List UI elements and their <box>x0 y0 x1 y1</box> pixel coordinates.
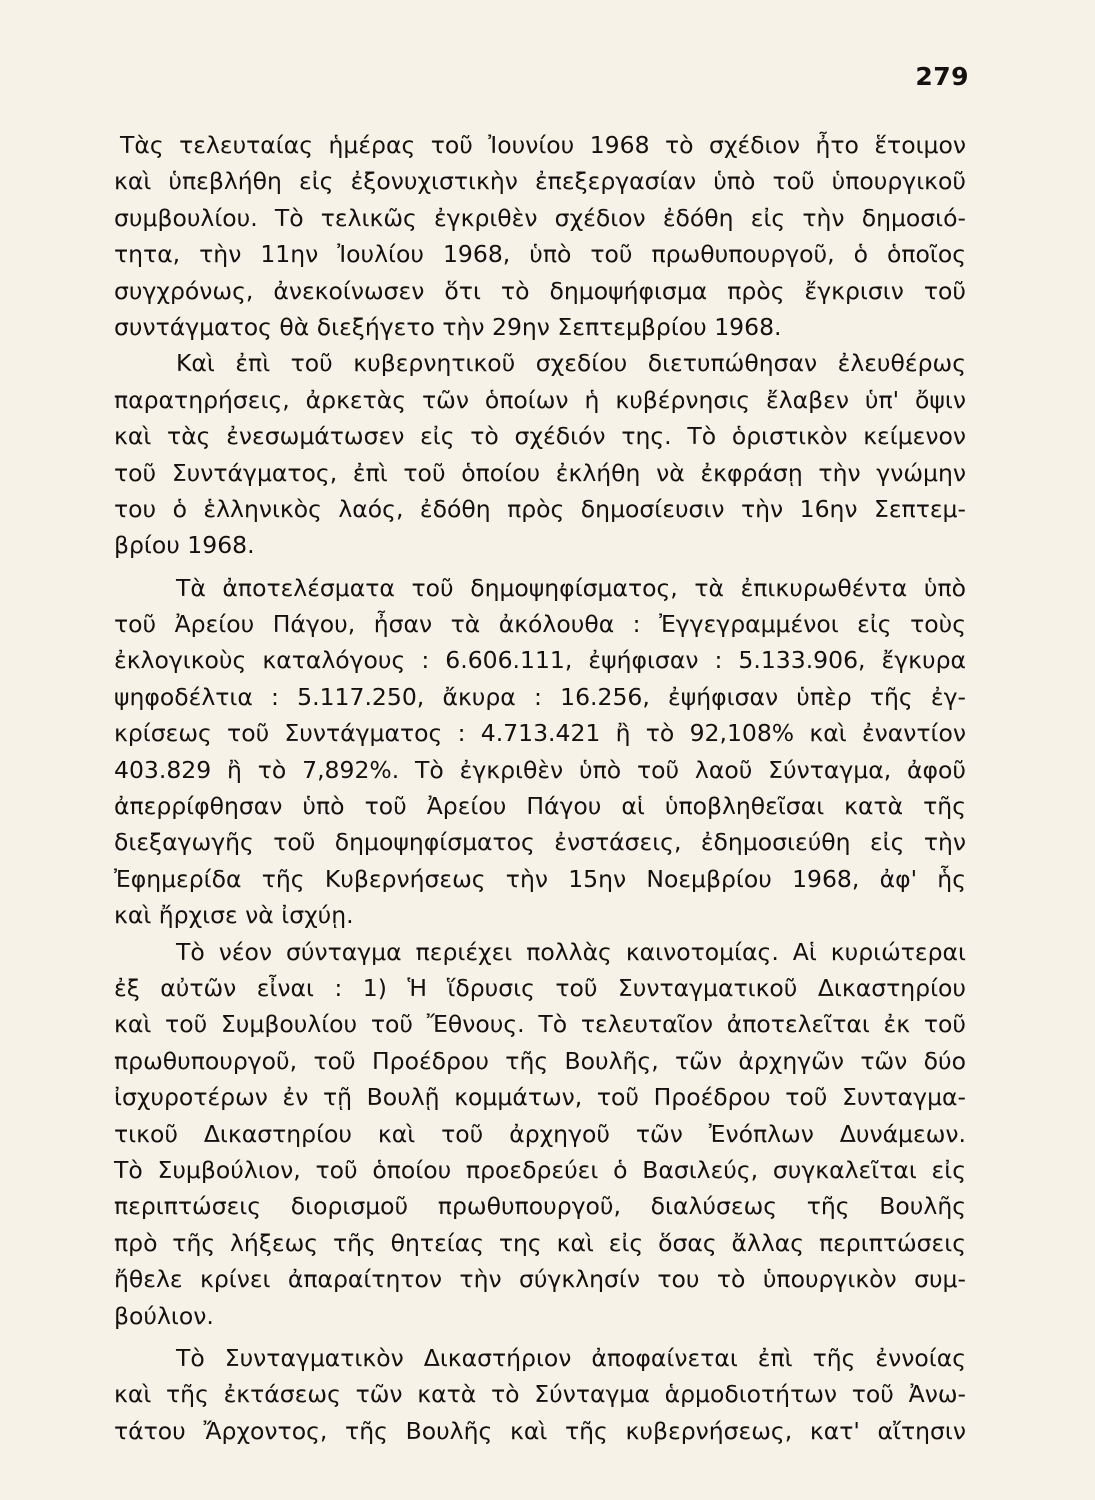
text-line: Τὸ νέον σύνταγμα περιέχει πολλὰς καινοτομίας. Αἱ κυριώτεραι <box>176 937 966 966</box>
text-line: ἤθελε κρίνει ἀπαραίτητον τὴν σύγκλησίν του τὸ ὑπουργικὸν συμ- <box>114 1265 966 1294</box>
text-line: Τὸ Συμβούλιον, τοῦ ὁποίου προεδρεύει ὁ Βασιλεύς, συγκαλεῖται εἰς <box>114 1155 966 1184</box>
text-line: πρωθυπουργοῦ, τοῦ Προέδρου τῆς Βουλῆς, τῶν ἀρχηγῶν τῶν δύο <box>114 1046 966 1075</box>
text-line: τοῦ Ἀρείου Πάγου, ἦσαν τὰ ἀκόλουθα : Ἐγγεγραμμένοι εἰς τοὺς <box>114 610 966 639</box>
text-line: συντάγματος θὰ διεξήγετο τὴν 29ην Σεπτεμβρίου 1968. <box>114 312 782 341</box>
text-line: διεξαγωγῆς τοῦ δημοψηφίσματος ἐνστάσεις, ἐδημοσιεύθη εἰς τὴν <box>114 828 966 857</box>
paragraph <box>114 127 966 345</box>
text-line: Τὸ Συνταγματικὸν Δικαστήριον ἀποφαίνεται ἐπὶ τῆς ἐννοίας <box>176 1343 966 1372</box>
text-line: ἰσχυροτέρων ἐν τῇ Βουλῇ κομμάτων, τοῦ Προέδρου τοῦ Συνταγμα- <box>114 1083 966 1112</box>
paragraph <box>114 934 966 1334</box>
text-line: Τὰ ἀποτελέσματα τοῦ δημοψηφίσματος, τὰ ἐπικυρωθέντα ὑπὸ <box>176 573 966 602</box>
text-line: καὶ ὑπεβλήθη εἰς ἐξονυχιστικὴν ἐπεξεργασίαν ὑπὸ τοῦ ὑπουργικοῦ <box>114 167 966 196</box>
text-line: πρὸ τῆς λήξεως τῆς θητείας της καὶ εἰς ὅσας ἄλλας περιπτώσεις <box>114 1228 966 1257</box>
text-line: τητα, τὴν 11ην Ἰουλίου 1968, ὑπὸ τοῦ πρωθυπουργοῦ, ὁ ὁποῖος <box>114 240 966 269</box>
text-line: ἐξ αὐτῶν εἶναι : 1) Ἡ ἵδρυσις τοῦ Συνταγματικοῦ Δικαστηρίου <box>114 973 966 1002</box>
paragraph <box>114 570 966 934</box>
text-line: τοῦ Συντάγματος, ἐπὶ τοῦ ὁποίου ἐκλήθη νὰ ἐκφράσῃ τὴν γνώμην <box>114 458 966 487</box>
body-text <box>114 127 966 1449</box>
text-line: τικοῦ Δικαστηρίου καὶ τοῦ ἀρχηγοῦ τῶν Ἐνόπλων Δυνάμεων. <box>114 1119 966 1148</box>
text-line: καὶ τὰς ἐνεσωμάτωσεν εἰς τὸ σχέδιόν της. Τὸ ὁριστικὸν κείμενον <box>114 422 966 451</box>
text-line: Καὶ ἐπὶ τοῦ κυβερνητικοῦ σχεδίου διετυπώθησαν ἐλευθέρως <box>176 349 966 378</box>
text-line: του ὁ ἑλληνικὸς λαός, ἐδόθη πρὸς δημοσίευσιν τὴν 16ην Σεπτεμ- <box>114 494 966 523</box>
text-line: 403.829 ἢ τὸ 7,892%. Τὸ ἐγκριθὲν ὑπὸ τοῦ λαοῦ Σύνταγμα, ἀφοῦ <box>114 755 966 784</box>
text-line: καὶ τοῦ Συμβουλίου τοῦ Ἔθνους. Τὸ τελευταῖον ἀποτελεῖται ἐκ τοῦ <box>114 1010 966 1039</box>
text-line: παρατηρήσεις, ἀρκετὰς τῶν ὁποίων ἡ κυβέρνησις ἔλαβεν ὑπ' ὄψιν <box>114 385 966 414</box>
paragraph <box>114 345 966 563</box>
text-line: συγχρόνως, ἀνεκοίνωσεν ὅτι τὸ δημοψήφισμα πρὸς ἔγκρισιν τοῦ <box>114 276 966 305</box>
text-line: τάτου Ἄρχοντος, τῆς Βουλῆς καὶ τῆς κυβερνήσεως, κατ' αἴτησιν <box>114 1416 966 1445</box>
text-line: Τὰς τελευταίας ἡμέρας τοῦ Ἰουνίου 1968 τὸ σχέδιον ἦτο ἕτοιμον <box>120 131 966 159</box>
text-line: καὶ τῆς ἐκτάσεως τῶν κατὰ τὸ Σύνταγμα ἁρμοδιοτήτων τοῦ Ἀνω- <box>114 1380 966 1409</box>
page-number: 279 <box>915 62 969 91</box>
text-line: κρίσεως τοῦ Συντάγματος : 4.713.421 ἢ τὸ 92,108% καὶ ἐναντίον <box>114 719 966 748</box>
text-line: βρίου 1968. <box>114 531 255 560</box>
text-line: Ἐφημερίδα τῆς Κυβερνήσεως τὴν 15ην Νοεμβρίου 1968, ἀφ' ἧς <box>114 864 966 893</box>
text-line: ἐκλογικοὺς καταλόγους : 6.606.111, ἐψήφισαν : 5.133.906, ἔγκυρα <box>114 646 966 675</box>
text-line: ψηφοδέλτια : 5.117.250, ἄκυρα : 16.256, ἐψήφισαν ὑπὲρ τῆς ἐγ- <box>114 682 966 711</box>
text-line: βούλιον. <box>114 1301 214 1330</box>
text-line: καὶ ἤρχισε νὰ ἰσχύῃ. <box>114 901 354 930</box>
text-line: συμβουλίου. Τὸ τελικῶς ἐγκριθὲν σχέδιον ἐδόθη εἰς τὴν δημοσιό- <box>114 203 966 232</box>
paragraph <box>114 1340 966 1449</box>
text-line: περιπτώσεις διορισμοῦ πρωθυπουργοῦ, διαλύσεως τῆς Βουλῆς <box>114 1192 966 1221</box>
text-line: ἀπερρίφθησαν ὑπὸ τοῦ Ἀρείου Πάγου αἱ ὑποβληθεῖσαι κατὰ τῆς <box>114 792 966 821</box>
